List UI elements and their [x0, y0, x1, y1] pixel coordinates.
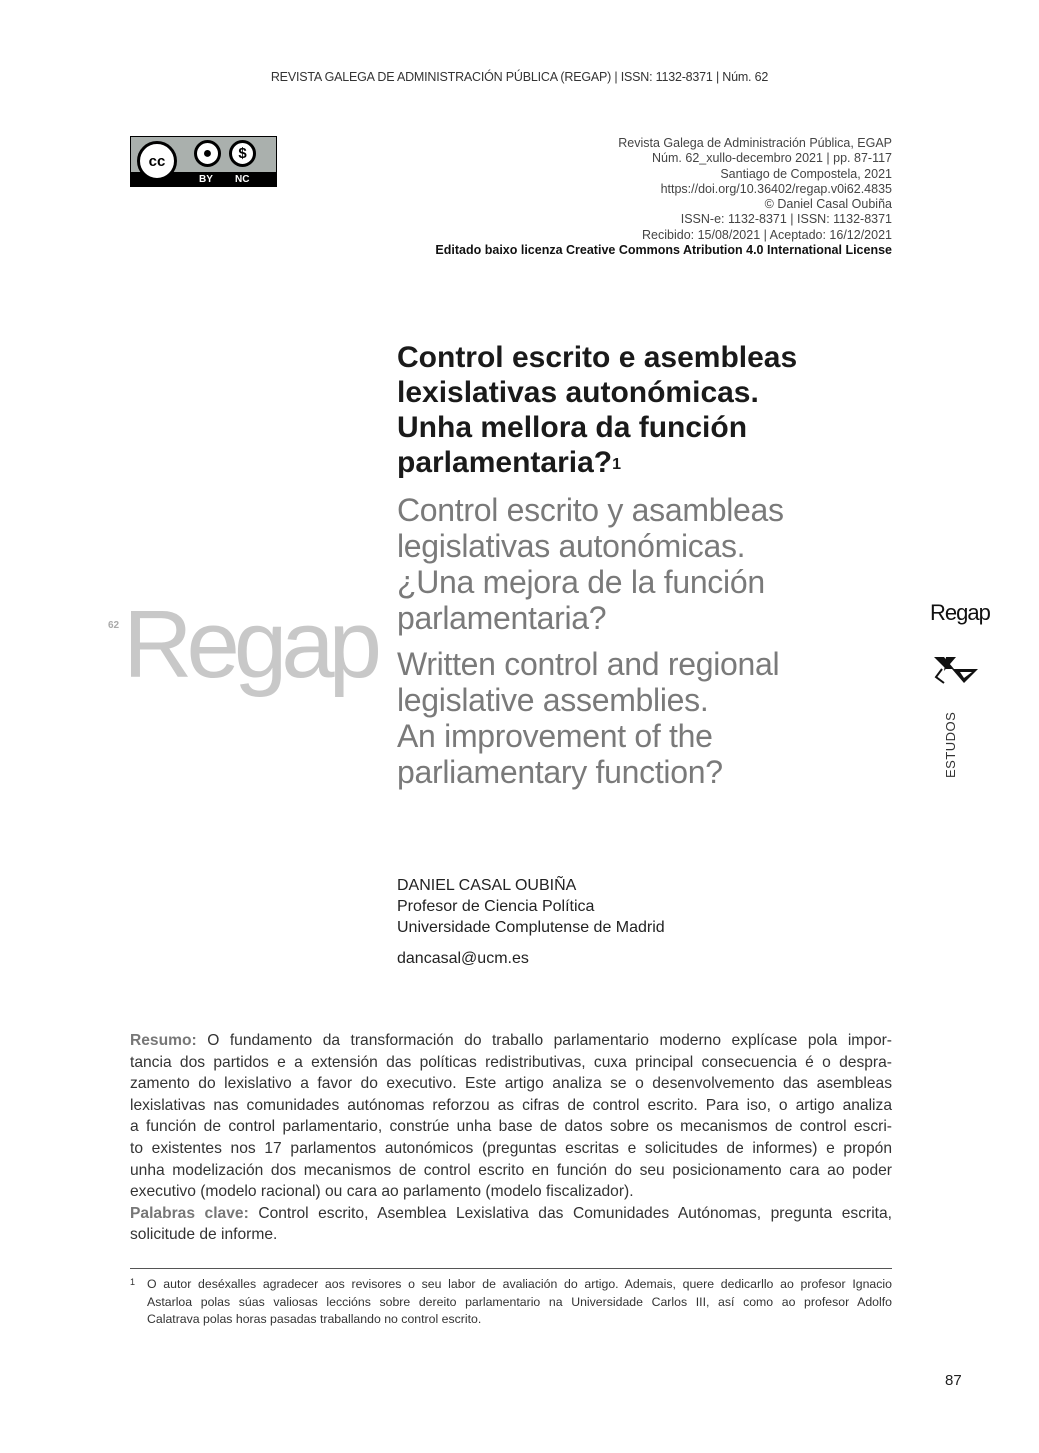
meta-dates: Recibido: 15/08/2021 | Aceptado: 16/12/2021 — [642, 227, 892, 242]
author-affiliation: Universidade Complutense de Madrid — [397, 919, 665, 936]
author-email-link[interactable]: dancasal@ucm.es — [397, 950, 529, 967]
abstract-line: a función de control parlamentario, constrúe unha base de datos sobre os mecanismos de control escri- — [130, 1118, 892, 1136]
regap-logo-large — [108, 590, 376, 700]
title-line: parliamentary function? — [397, 754, 723, 790]
title-galician — [397, 340, 797, 480]
title-line: Control escrito y asambleas — [397, 492, 784, 528]
abstract-line: unha modelización dos mecanismos de control escrito en función do seu posicionamento cara ao poder — [130, 1161, 892, 1179]
footnote-divider — [130, 1268, 892, 1269]
abstract-line — [130, 1030, 892, 1052]
meta-copyright: © Daniel Casal Oubiña — [764, 197, 892, 212]
meta-license: Editado baixo licenza Creative Commons Atribution 4.0 International License — [435, 243, 892, 258]
footnote-line: Astarloa polas súas valiosas leccións sobre dereito parlamentario na Universidade Carlos III, así como ao profesor Adolfo — [147, 1294, 892, 1309]
keywords-line: solicitude de informe. — [130, 1226, 278, 1244]
abstract-text: O fundamento da transformación do traballo parlamentario moderno explícase pola impor- — [207, 1032, 892, 1049]
cc-by-nc-license-badge — [130, 136, 277, 187]
title-line: An improvement of the — [397, 718, 713, 754]
title-line: parlamentaria? — [397, 600, 607, 636]
title-line: Control escrito e asembleas — [397, 341, 798, 374]
nc-label: NC — [235, 174, 250, 185]
attribution-person-icon: ● — [194, 140, 221, 167]
title-line: ¿Una mejora de la función — [397, 564, 765, 600]
abstract-line: to existentes nos 17 parlamentos autonómicos (preguntas escritas e solicitudes de informes) e propón — [130, 1139, 892, 1157]
author-block — [397, 875, 665, 938]
title-line: Written control and regional — [397, 646, 780, 682]
meta-issue: Núm. 62_xullo-decembro 2021 | pp. 87-117 — [652, 151, 892, 166]
running-head: REVISTA GALEGA DE ADMINISTRACIÓN PÚBLICA (REGAP) | ISSN: 1132-8371 | Núm. 62 — [270, 70, 769, 84]
regap-logo-small: Regap — [930, 600, 990, 625]
title-english — [397, 646, 779, 790]
title-spanish — [397, 492, 784, 636]
footnote-line: Calatrava polas horas pasadas traballando no control escrito. — [147, 1312, 482, 1326]
page-number: 87 — [945, 1372, 962, 1389]
publication-metadata — [435, 136, 892, 258]
title-line: lexislativas autonómicas. — [397, 376, 759, 409]
keywords-text: Control escrito, Asemblea Lexislativa das Comunidades Autónomas, pregunta escrita, — [258, 1204, 892, 1222]
issue-number: 62 — [108, 620, 120, 631]
author-position: Profesor de Ciencia Política — [397, 898, 595, 915]
meta-journal: Revista Galega de Administración Pública, EGAP — [618, 136, 892, 150]
keywords-line — [130, 1203, 892, 1225]
title-line: legislativas autonómicas. — [397, 528, 746, 564]
non-commercial-icon: $ — [229, 140, 256, 167]
abstract-line: executivo (modelo racional) ou cara ao parlamento (modelo fiscalizador). — [130, 1183, 634, 1201]
author-name: DANIEL CASAL OUBIÑA — [397, 877, 577, 894]
abstract-line: zamento do lexislativo a favor do executivo. Este artigo analiza se o desenvolvemento das asembleas — [130, 1075, 892, 1093]
keywords-label: Palabras clave: — [130, 1204, 249, 1222]
by-label: BY — [199, 174, 213, 185]
meta-doi-link[interactable]: https://doi.org/10.36402/regap.v0i62.4835 — [660, 181, 892, 196]
abstract-line: tancia dos partidos e a extensión das políticas redistributivas, cuxa principal consecuencia é o despra- — [130, 1053, 892, 1071]
egap-logo-icon — [932, 655, 980, 685]
footnote-line: O autor deséxalles agradecer aos revisores o seu labor de avaliación do artigo. Ademais, quere dedicarllo ao profesor Ignacio — [147, 1277, 892, 1291]
title-line: legislative assemblies. — [397, 682, 709, 718]
abstract — [130, 1030, 892, 1246]
title-line-text: parlamentaria? — [397, 446, 613, 479]
footnote — [130, 1276, 892, 1329]
section-label: ESTUDOS — [943, 711, 958, 778]
cc-icon: cc — [137, 141, 177, 181]
footnote-ref[interactable]: 1 — [612, 456, 621, 473]
meta-place: Santiago de Compostela, 2021 — [720, 166, 892, 181]
logo-text: Regap — [123, 591, 377, 698]
title-line: Unha mellora da función — [397, 411, 748, 444]
abstract-line: lexislativas nas comunidades autónomas reforzou as cifras de control escrito. Para iso, o artigo analiza — [130, 1096, 892, 1114]
title-line — [397, 445, 797, 480]
abstract-label: Resumo: — [130, 1032, 197, 1049]
footnote-mark: 1 — [130, 1277, 136, 1287]
meta-issn: ISSN-e: 1132-8371 | ISSN: 1132-8371 — [680, 212, 892, 227]
